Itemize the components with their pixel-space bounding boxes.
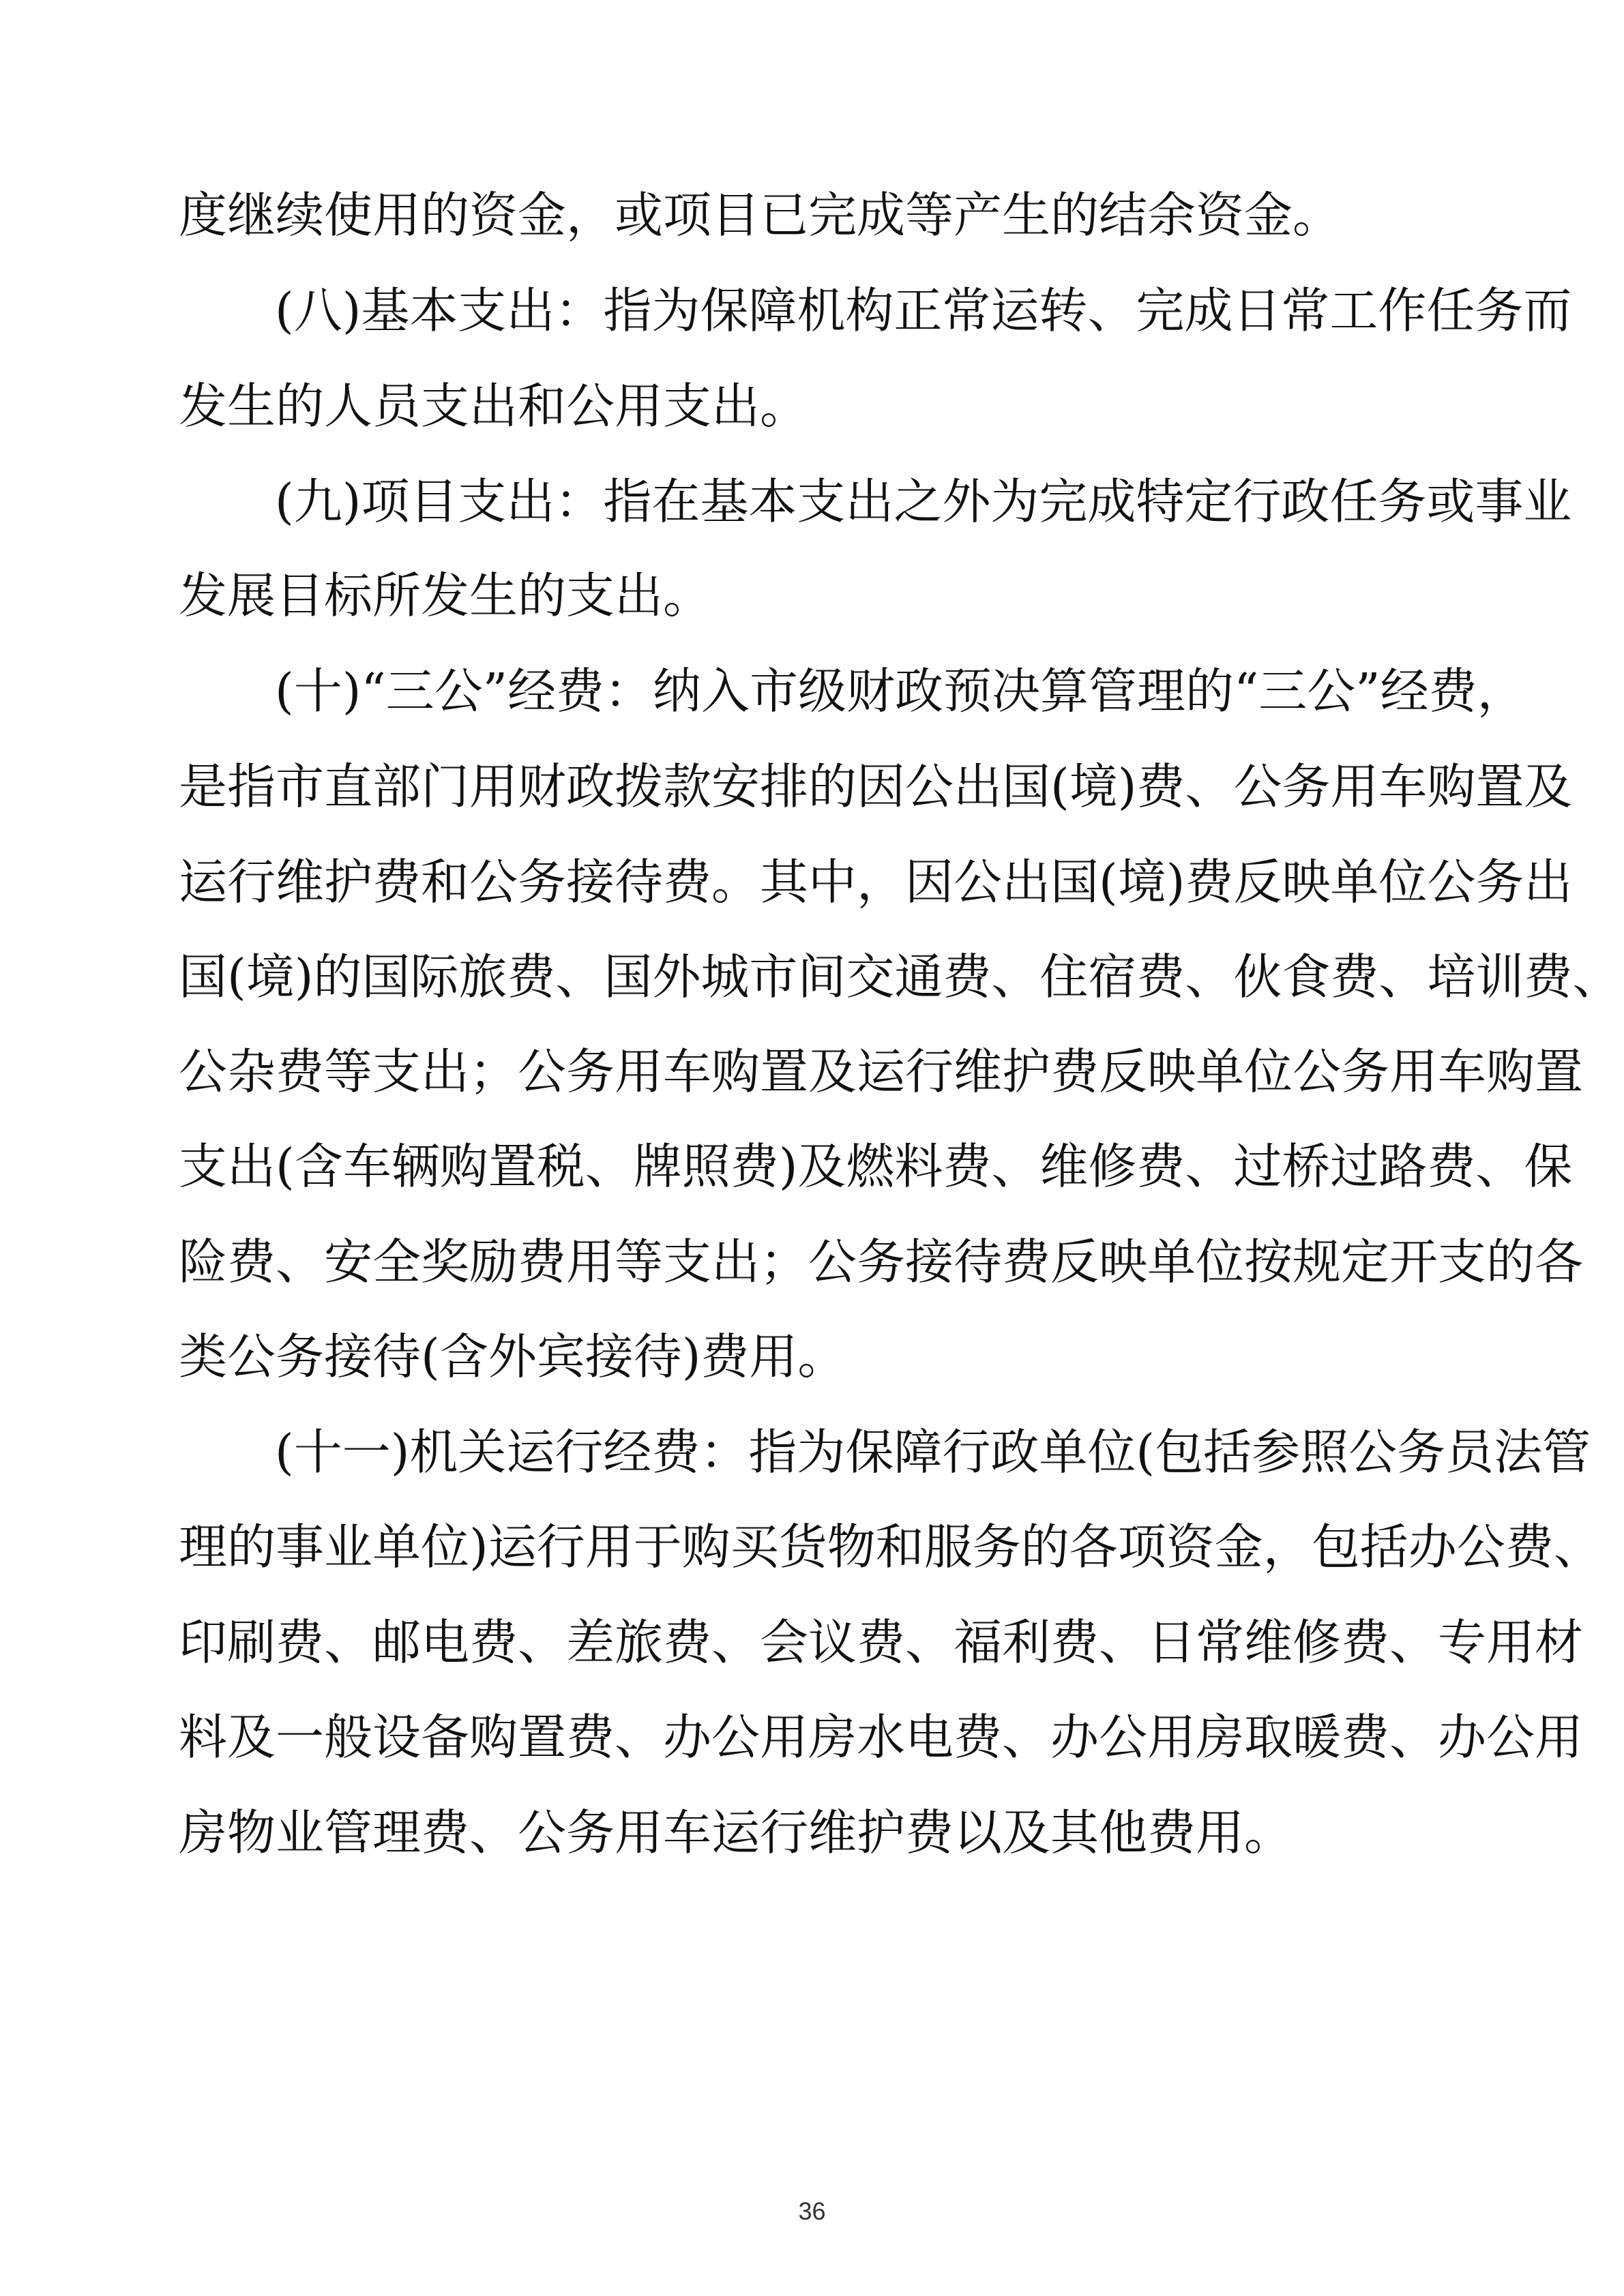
text-line: (十)“三公”经费：纳入市级财政预决算管理的“三公”经费， <box>275 663 1526 719</box>
text-line: (十一)机关运行经费：指为保障行政单位(包括参照公务员法管 <box>275 1424 1591 1480</box>
text-line: (八)基本支出：指为保障机构正常运转、完成日常工作任务而 <box>275 282 1572 339</box>
text-line: 发生的人员支出和公用支出。 <box>179 378 809 434</box>
text-line: 国(境)的国际旅费、国外城市间交通费、住宿费、伙食费、培训费、 <box>179 949 1621 1005</box>
text-line: 印刷费、邮电费、差旅费、会议费、福利费、日常维修费、专用材 <box>179 1614 1584 1671</box>
text-line: 险费、安全奖励费用等支出；公务接待费反映单位按规定开支的各 <box>179 1234 1584 1290</box>
text-line: 度继续使用的资金，或项目已完成等产生的结余资金。 <box>179 187 1342 243</box>
text-line: 运行维护费和公务接待费。其中，因公出国(境)费反映单位公务出 <box>179 854 1573 910</box>
text-line: 是指市直部门用财政拨款安排的因公出国(境)费、公务用车购置及 <box>179 758 1573 815</box>
text-line: 发展目标所发生的支出。 <box>179 567 712 624</box>
text-line: 料及一般设备购置费、办公用房水电费、办公用房取暖费、办公用 <box>179 1709 1584 1765</box>
page-number: 36 <box>798 2197 826 2225</box>
text-line: 公杂费等支出；公务用车购置及运行维护费反映单位公务用车购置 <box>179 1043 1584 1100</box>
text-line: (九)项目支出：指在基本支出之外为完成特定行政任务或事业 <box>275 473 1572 530</box>
text-line: 理的事业单位)运行用于购买货物和服务的各项资金，包括办公费、 <box>179 1519 1602 1575</box>
text-line: 房物业管理费、公务用车运行维护费以及其他费用。 <box>179 1804 1293 1861</box>
text-line: 类公务接待(含外宾接待)费用。 <box>179 1328 846 1385</box>
text-line: 支出(含车辆购置税、牌照费)及燃料费、维修费、过桥过路费、保 <box>179 1138 1573 1195</box>
